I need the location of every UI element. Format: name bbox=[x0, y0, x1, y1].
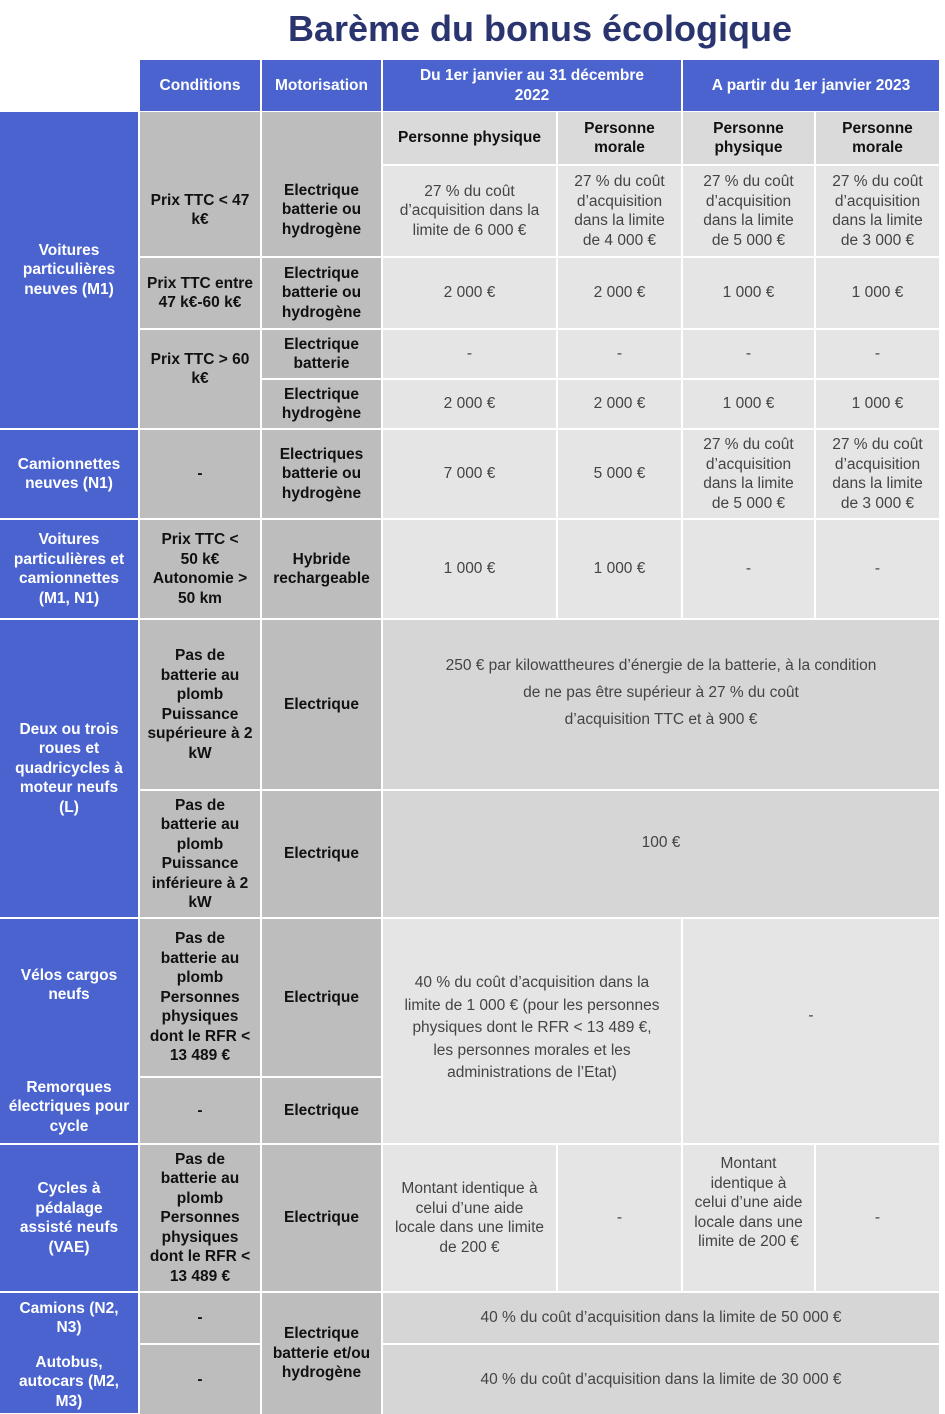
autobus-value: 40 % du coût d’acquisition dans la limite de 30 000 € bbox=[383, 1345, 939, 1414]
autobus-cond: - bbox=[140, 1345, 260, 1414]
m1-r3b-v3: 1 000 € bbox=[683, 380, 814, 428]
m1-r1-v2: 27 % du coût d’acquisition dans la limite de 4 000 € bbox=[558, 166, 681, 256]
camions-cond: - bbox=[140, 1293, 260, 1343]
n1-mot: Electriques batterie ou hydrogène bbox=[262, 430, 381, 518]
l-mot-1: Electrique bbox=[262, 620, 381, 789]
m1-r3a-v1: - bbox=[383, 330, 556, 378]
hybrid-v2: 1 000 € bbox=[558, 520, 681, 618]
row-label-n1: Camionnettes neuves (N1) bbox=[0, 430, 138, 518]
l-cond-2: Pas de batterie au plomb Puissance inférieure à 2 kW bbox=[140, 791, 260, 917]
n1-v2: 5 000 € bbox=[558, 430, 681, 518]
remorque-mot: Electrique bbox=[262, 1078, 381, 1143]
vae-mot: Electrique bbox=[262, 1145, 381, 1291]
row-label-camions: Camions (N2, N3) bbox=[19, 1299, 119, 1336]
m1-mot-r1: Electrique batterie ou hydrogène bbox=[262, 112, 381, 256]
l-value-1: 250 € par kilowattheures d’énergie de la batterie, à la condition de ne pas être supérieur à 27 % du coût d’acquisition TTC et à 900 € bbox=[383, 620, 939, 789]
header-period-2022: Du 1er janvier au 31 décembre 2022 bbox=[383, 60, 681, 111]
row-label-velo: Vélos cargos neufs bbox=[20, 966, 118, 1003]
row-label-autobus: Autobus, autocars (M2, M3) bbox=[19, 1353, 119, 1410]
m1-mot-r2: Electrique batterie ou hydrogène bbox=[262, 258, 381, 328]
header-period-2023: A partir du 1er janvier 2023 bbox=[683, 60, 939, 111]
subheader-pp-2023: Personne physique bbox=[683, 112, 814, 164]
row-label-m1: Voitures particulières neuves (M1) bbox=[0, 112, 138, 428]
m1-r1-v4: 27 % du coût d’acquisition dans la limite de 3 000 € bbox=[816, 166, 939, 256]
trucks-bus-mot: Electrique batterie et/ou hydrogène bbox=[262, 1293, 381, 1414]
subheader-pm-2022: Personne morale bbox=[558, 112, 681, 164]
velo-mot: Electrique bbox=[262, 919, 381, 1076]
subheader-pm-2023: Personne morale bbox=[816, 112, 939, 164]
camions-value: 40 % du coût d’acquisition dans la limite de 50 000 € bbox=[383, 1293, 939, 1343]
vae-v3: Montant identique à celui d’une aide locale dans une limite de 200 € bbox=[683, 1145, 814, 1291]
n1-v4: 27 % du coût d’acquisition dans la limite de 3 000 € bbox=[816, 430, 939, 518]
velo-cond: Pas de batterie au plomb Personnes physiques dont le RFR < 13 489 € bbox=[140, 919, 260, 1076]
m1-cond-47-60: Prix TTC entre 47 k€-60 k€ bbox=[140, 258, 260, 328]
page-title: Barème du bonus écologique bbox=[287, 8, 793, 49]
m1-r3b-v4: 1 000 € bbox=[816, 380, 939, 428]
n1-v3: 27 % du coût d’acquisition dans la limite de 5 000 € bbox=[683, 430, 814, 518]
m1-r2-v2: 2 000 € bbox=[558, 258, 681, 328]
subheader-pp-2022: Personne physique bbox=[383, 112, 556, 164]
hybrid-mot: Hybride rechargeable bbox=[262, 520, 381, 618]
m1-r1-v3: 27 % du coût d’acquisition dans la limite de 5 000 € bbox=[683, 166, 814, 256]
m1-r2-v3: 1 000 € bbox=[683, 258, 814, 328]
l-cond-1: Pas de batterie au plomb Puissance supérieure à 2 kW bbox=[140, 620, 260, 789]
vae-v2: - bbox=[558, 1145, 681, 1291]
m1-r2-v4: 1 000 € bbox=[816, 258, 939, 328]
row-label-l: Deux ou trois roues et quadricycles à moteur neufs (L) bbox=[0, 620, 138, 917]
hybrid-v3: - bbox=[683, 520, 814, 618]
vae-v4: - bbox=[816, 1145, 939, 1291]
header-motorisation: Motorisation bbox=[262, 60, 381, 111]
velo-value-2023: - bbox=[683, 919, 939, 1143]
m1-r2-v1: 2 000 € bbox=[383, 258, 556, 328]
hybrid-v1: 1 000 € bbox=[383, 520, 556, 618]
m1-mot-r3b: Electrique hydrogène bbox=[262, 380, 381, 428]
row-label-vae: Cycles à pédalage assisté neufs (VAE) bbox=[0, 1145, 138, 1291]
hybrid-v4: - bbox=[816, 520, 939, 618]
m1-r3b-v1: 2 000 € bbox=[383, 380, 556, 428]
l-mot-2: Electrique bbox=[262, 791, 381, 917]
m1-r3a-v2: - bbox=[558, 330, 681, 378]
m1-r3b-v2: 2 000 € bbox=[558, 380, 681, 428]
vae-cond: Pas de batterie au plomb Personnes physiques dont le RFR < 13 489 € bbox=[140, 1145, 260, 1291]
vae-v1: Montant identique à celui d’une aide locale dans une limite de 200 € bbox=[383, 1145, 556, 1291]
hybrid-cond: Prix TTC < 50 k€ Autonomie > 50 km bbox=[140, 520, 260, 618]
row-label-remorque: Remorques électriques pour cycle bbox=[8, 1078, 130, 1135]
m1-r3a-v3: - bbox=[683, 330, 814, 378]
row-label-hybrid: Voitures particulières et camionnettes (M1, N1) bbox=[0, 520, 138, 618]
m1-cond-gt60: Prix TTC > 60 k€ bbox=[140, 330, 260, 428]
m1-r3a-v4: - bbox=[816, 330, 939, 378]
n1-v1: 7 000 € bbox=[383, 430, 556, 518]
l-value-2: 100 € bbox=[383, 791, 939, 917]
m1-r1-v1: 27 % du coût d’acquisition dans la limite de 6 000 € bbox=[383, 166, 556, 256]
remorque-cond: - bbox=[140, 1078, 260, 1143]
header-conditions: Conditions bbox=[140, 60, 260, 111]
velo-value-2022: 40 % du coût d’acquisition dans la limite de 1 000 € (pour les personnes physiques dont le RFR < 13 489 €, les personnes morales et les administrations de l’Etat) bbox=[383, 919, 681, 1143]
m1-mot-r3a: Electrique batterie bbox=[262, 330, 381, 378]
m1-cond-lt47: Prix TTC < 47 k€ bbox=[140, 112, 260, 256]
n1-cond: - bbox=[140, 430, 260, 518]
